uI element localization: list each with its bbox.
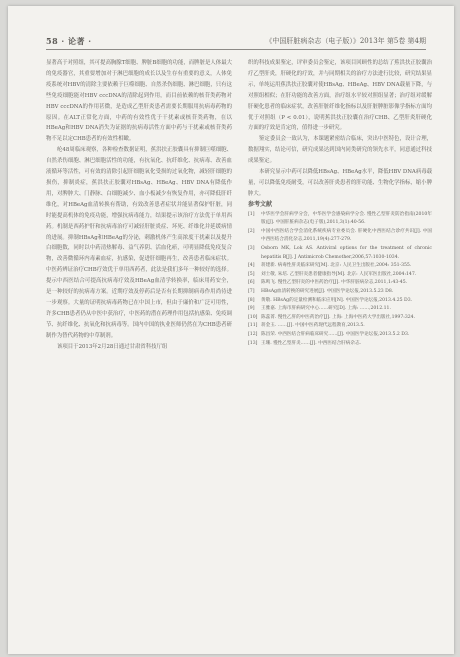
reference-number: [2] bbox=[248, 228, 255, 234]
reference-item bbox=[248, 297, 432, 306]
reference-text: 蒋建新. 病毒性肝炎临床研究[M]. 北京: 人民卫生出版社,2004: 351-355. bbox=[261, 263, 412, 269]
reference-item bbox=[248, 305, 432, 314]
reference-text: 中国中西医结合学会消化系统疾病专业委员会. 肝硬化中西医结合诊疗共识[J]. 中国中西医结合消化杂志,2011,19(4):277-279. bbox=[261, 228, 432, 243]
reference-text: HBsAg血清转换的研究进展[J]. 中国医学论坛报,2013.5.23 D8. bbox=[261, 289, 394, 295]
reference-text: 陈鸣飞. 慢性乙型肝炎的中医药治疗[J]. 中华肝脏病杂志,2011,1:43-45. bbox=[261, 280, 408, 286]
reference-number: [9] bbox=[248, 306, 255, 312]
body-paragraph: 鉴定委员会一致认为，本课题紧密结合临床，突出中医特色，设计合理，数据翔实，结论可信，研究成果达到国内同类研究的领先水平，同意通过科技成果鉴定。 bbox=[248, 136, 432, 165]
reference-item bbox=[248, 245, 432, 262]
body-paragraph: 本研究显示中药可以降低HBsAg、HBeAg水平，降低HBV DNA病毒载量，可以降低免疫耐受，可以改善肝炎患者的肝功能、生物化学指标，缩小脾肿大。 bbox=[248, 169, 432, 197]
reference-item bbox=[248, 314, 432, 323]
reference-number: [1] bbox=[248, 211, 255, 217]
reference-text: 陈蕊菁. 慢性乙肝的中医药治疗[J]. 上海: 上海中医药大学出版社,1997:324. bbox=[261, 314, 416, 320]
journal-page bbox=[8, 6, 454, 654]
reference-item bbox=[248, 288, 432, 297]
reference-number: [10] bbox=[248, 314, 258, 320]
reference-number: [5] bbox=[248, 271, 255, 277]
reference-text: Osborn MK, Lok AS. Antiviral options for the treatment of chronic hepatitis B[J]. J Antimicrob Chemother,2006,57:1030-1034. bbox=[261, 246, 432, 260]
reference-number: [7] bbox=[248, 289, 255, 295]
reference-number: [8] bbox=[248, 297, 255, 303]
left-column bbox=[46, 58, 232, 648]
reference-text: 王雅嘉. 上海市肝病研究中心……研究[D]. 上海: ……,2012.11. bbox=[261, 306, 391, 312]
reference-item bbox=[248, 211, 432, 228]
body-paragraph: 该项目于2013年2月28日通过甘肃省科技厅组 bbox=[57, 343, 168, 350]
reference-item bbox=[248, 262, 432, 271]
reference-number: [4] bbox=[248, 263, 255, 269]
page-header bbox=[46, 34, 426, 50]
reference-number: [12] bbox=[248, 332, 258, 337]
reference-number: [13] bbox=[248, 340, 258, 346]
right-column bbox=[248, 58, 432, 648]
reference-text: 刘士敬, 朱培. 乙型肝炎患者健康指导[M]. 北京: 人民军医出版社,2004:147. bbox=[261, 271, 417, 277]
reference-item bbox=[248, 331, 432, 340]
reference-number: [3] bbox=[248, 246, 255, 252]
reference-item bbox=[248, 271, 432, 280]
reference-item bbox=[248, 228, 432, 245]
references-heading: 参考文献 bbox=[248, 200, 273, 208]
body-paragraph: 纶48周临床观察，各种检查数据证明，蕉洪扶正胶囊具有抑制巨噬细胞、自然杀伤细胞、淋巴细胞活性的功能，有抗氧化、抗纤维化、抗病毒、改善血液循环等活性，可有效的清除引起肝细胞氧化受损的过氧化物，减轻肝细胞的损伤，抑制炎症，蕉洪扶正胶囊对HBsAg、HBeAg、HBV DNA有降低作用，对脾肿大、门静脉、白细胞减少、血小板减少有恢复作用，亦可降低肝纤维化，对HBeAg血清转换有帮助，有效改善患者症状并能显著保护肝脏，同时能提高机体的免疫功能，增强抗病毒能力，结果提示该治疗方法优于单用西药。机制是西药护肝和抗病毒治疗可减轻肝脏炎症、坏死、纤维化并延缓病情的进展。抑制HBsAg和HBeAg的分泌，刺激机体产生高浓度干扰素以及提升白细胞数，同时以中药清热解毒、益气养阴、活血化瘀，可明显降低免疫复合物，改善微循环内毒素血症，抗感染，促进肝细胞再生，改善患者临床症状。中医药辨证治疗CHB疗效优于单用西药者，此法是我们多年一种较好的选择。提示中西医结合可提高抗病毒疗效及HBeAg血清学转换率，临床用药安全，是一种较好的抗病毒方案。近期疗效及停药后是否有长期抑制病毒作用尚待进一步观察。大量的证明抗病毒药物已在中国上市，但由于廉价和广泛可用性，许多CHB患者仍从中医中获治疗，中医药的潜在药理作用包括抗感染、免疫调节、抗纤维化、抗氧化和抗病毒等。国内中国的执业医师仍然在为CHB患者研制作为替代药物的中草制剂。 bbox=[46, 147, 232, 339]
reference-text: 黄敬. HBsAg的定量检测和临床应用[N]. 中国医学论坛报,2013.4.25 D3. bbox=[261, 297, 413, 303]
reference-item bbox=[248, 279, 432, 288]
reference-number: [6] bbox=[248, 280, 255, 286]
body-paragraph: 显著高于对照组，其可提高胸腺T细胞、脾脏B细胞的功能，而脾脏是人体最大的免疫器官，其重要增加对于淋巴细胞的成长以及生存有重要的意义，人体免疫系统对HBV的清除主要依赖于巨噬细胞、自然杀伤细胞、淋巴细胞，只有这些免疫细胞能对HBV cccDNA的清除起到作用，而目前依赖的核苷类药物对HBV cccDNA的作用甚微，是造成乙型肝炎患者需要长期服用抗病毒药物的原因。在ALT正常化方面，中药的有效性优于干扰素或核苷类药物，在以HBeAg和HBV DNA消失为证据的抗病毒活性方面中药与干扰素或核苷类药物不足以定CHB患者的有效性相瞰。 bbox=[46, 60, 232, 143]
reference-text: 王珊. 慢性乙型肝炎……[J]. 中西医结合肝病杂志. bbox=[261, 340, 362, 346]
page-number: 58 · 论著 · bbox=[46, 36, 92, 46]
reference-text: 蒋金玉. ……[J]. 中国中医药现代远程教育,2013.5. bbox=[261, 323, 365, 329]
references-list bbox=[248, 211, 432, 349]
body-paragraph: 织的科技成果鉴定，评审委员会鉴定，该项目回顾性的总结了蕉洪扶正胶囊治疗乙型肝炎，肝硬化的疗效，并与同期相关的治疗方法进行比较，研究结果显示，单纯运用蕉洪扶正胶囊对使HBsAg、HBeAg、HBV DNA载量下降，与对照组相似；在肝功能的改善方面，治疗组水平较对照组显著；治疗组对缓解肝硬化患者的临床症状，改善肝脏纤维化指标以及肝脏脾脏影像学指标方面均优于对照组（P < 0.01），说明蕉洪扶正胶囊在治疗CHB、乙型肝炎肝硬化方面的疗效是肯定的，值得进一步研究。 bbox=[248, 60, 432, 132]
reference-number: [11] bbox=[248, 323, 258, 329]
reference-item bbox=[248, 340, 432, 349]
reference-item bbox=[248, 322, 432, 331]
reference-text: 中华医学会肝病学分会，中华医学会感染病学分会. 慢性乙型肝炎防治指南(2010年版)[J]. 中国肝脏病杂志(电子版),2011,3(1):40-56. bbox=[261, 211, 432, 226]
journal-title: 《中国肝脏病杂志（电子版）》2013年 第5卷 第4期 bbox=[265, 37, 426, 45]
reference-text: 陈昌荣. 中西医结合肝病临床研究……[J]. 中国医学论坛报,2013.5.2 D3. bbox=[261, 332, 410, 337]
